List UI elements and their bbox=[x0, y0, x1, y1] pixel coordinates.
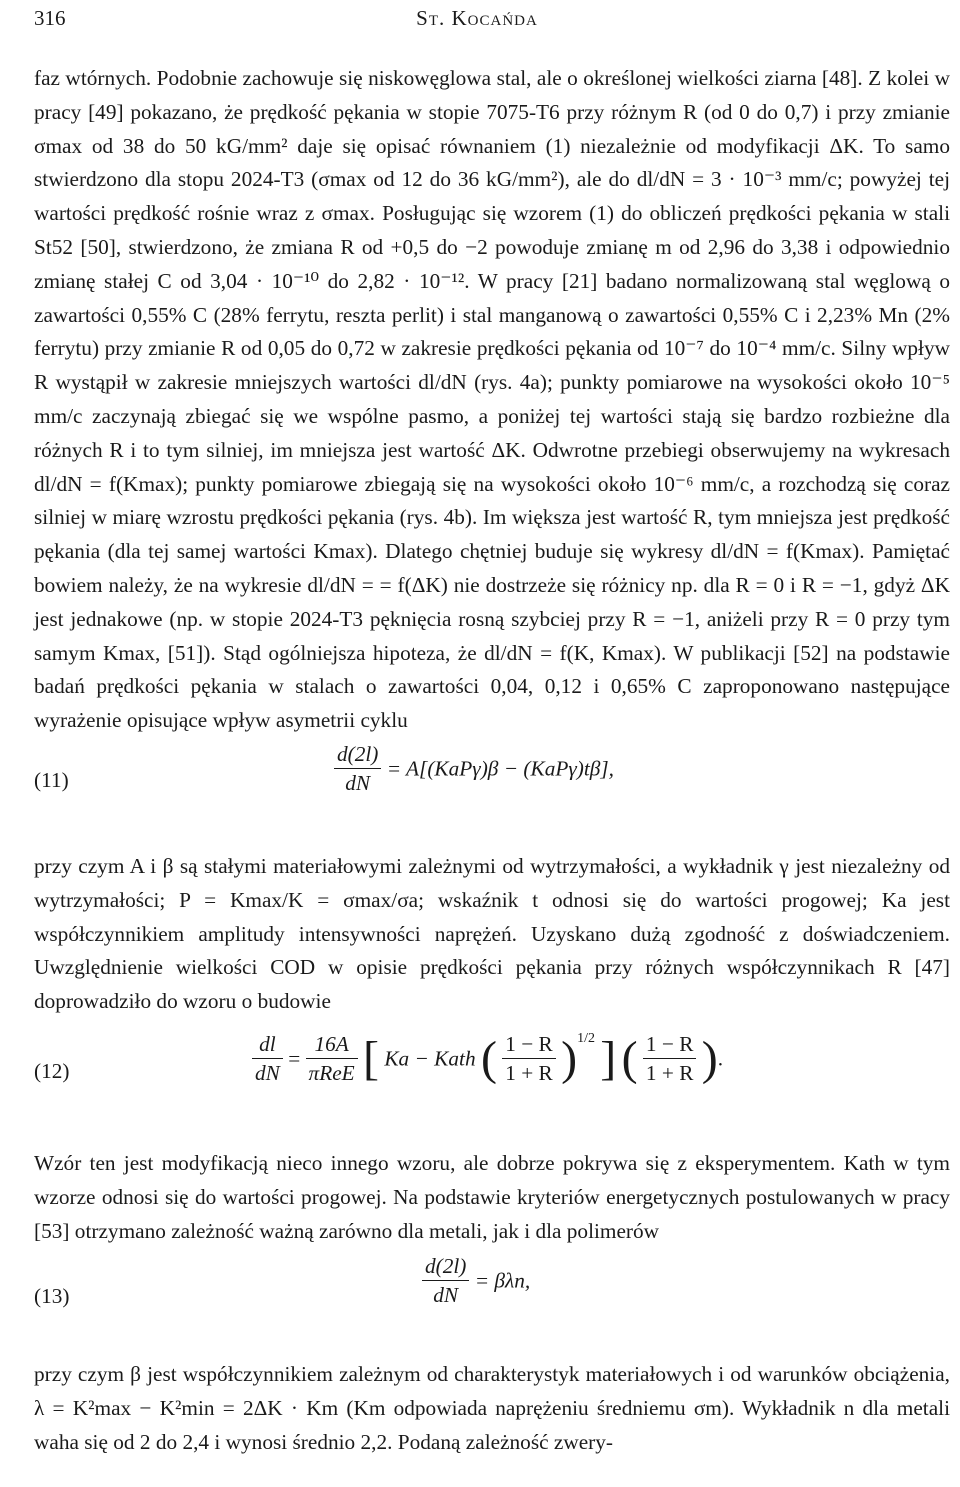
paragraph-2: przy czym A i β są stałymi materiałowymi zależnymi od wytrzymałości, a wykładnik γ jest niezależny od wytrzymałości; P = Kmax/K = σmax/σa; wskaźnik t odnosi się do wartości progowej; Ka jest współczynnikiem amplitudy intensywności naprężeń. Uzyskano dużą zgodność z doświadczeniem. Uwzględnienie wielkości COD w opisie prędkości pękania przy różnych współczynnikach R [47] doprowadziło do wzoru o budowie bbox=[34, 853, 950, 1014]
eq11-numerator: d(2l) bbox=[334, 742, 381, 769]
eq12-r-den-1: 1 + R bbox=[505, 1061, 553, 1086]
page-number: 316 bbox=[34, 6, 66, 30]
equation-13-body bbox=[422, 1254, 530, 1308]
equation-12-body: $\frac{dl}{dN}$ = $\frac{16A}{\text{πReE}}$ [ Ka − Kath ( $\frac{1 - R}{1 + R}$ )$^{1/2}$ ] ( $\frac{1 - R}{1 + R}$ ). bbox=[252, 1031, 723, 1086]
eq11-denominator: dN bbox=[345, 770, 371, 795]
eq13-numerator: d(2l) bbox=[422, 1254, 469, 1281]
equation-11 bbox=[34, 738, 950, 850]
equation-number-11: (11) bbox=[34, 767, 69, 792]
page-header bbox=[34, 6, 920, 36]
eq12-exponent: 1/2 bbox=[577, 1030, 595, 1046]
eq12-r-num-1: 1 − R bbox=[502, 1032, 556, 1059]
running-head: St. Kocańda bbox=[416, 6, 538, 30]
equation-number-12: (12) bbox=[34, 1058, 70, 1083]
eq13-rhs: = βλn, bbox=[474, 1268, 531, 1293]
eq12-dl: dl bbox=[252, 1032, 283, 1059]
eq12-16A: 16A bbox=[306, 1032, 358, 1059]
paragraph-3: Wzór ten jest modyfikacją nieco innego wzoru, ale dobrze pokrywa się z eksperymentem. Kath w tym wzorze odnosi się do wartości progowej. Na podstawie kryteriów energetycznych postulowanych w pracy [53] otrzymano zależność ważną zarówno dla metali, jak i dla polimerów bbox=[34, 1150, 950, 1243]
eq12-dN: dN bbox=[255, 1061, 280, 1086]
paragraph-1: faz wtórnych. Podobnie zachowuje się niskowęglowa stal, ale o określonej wielkości ziarna [48]. Z kolei w pracy [49] pokazano, że prędkość pękania w stopie 7075-T6 przy różnym R (od 0 do 0,7) i przy zmianie σmax od 38 do 50 kG/mm² daje się opisać równaniem (1) niezależnie od modyfikacji ΔK. To samo stwierdzono dla stopu 2024-T3 (σmax od 12 do 36 kG/mm²), ale do dl/dN = 3 · 10⁻³ mm/c; powyżej tej wartości prędkość rośnie wraz z σmax. Posługując się wzorem (1) do obliczeń prędkości pękania w stali St52 [50], stwierdzono, że zmiana R od +0,5 do −2 powoduje zmianę m od 2,96 do 3,38 i odpowiednio zmianę stałej C od 3,04 · 10⁻¹⁰ do 2,82 · 10⁻¹². W pracy [21] badano normalizowaną stal węglową o zawartości 0,55% C (28% ferrytu, reszta perlit) i stal manganową o zawartości 0,55% C i 2,23% Mn (2% ferrytu) przy zmianie R od 0,05 do 0,72 w zakresie prędkości pękania od 10⁻⁷ do 10⁻⁴ mm/c. Silny wpływ R wystąpił w zakresie mniejszych wartości dl/dN (rys. 4a); punkty pomiarowe na wysokości około 10⁻⁵ mm/c zaczynają zbiegać się we wspólne pasmo, a poniżej tej wartości stają się bardzo rozbieżne dla różnych R i to tym silniej, im mniejsza jest wartość ΔK. Odwrotne przebiegi obserwujemy na wykresach dl/dN = f(Kmax); punkty pomiarowe zbiegają się na wysokości około 10⁻⁶ mm/c, a rozchodzą się coraz silniej w miarę wzrostu prędkości pękania (rys. 4b). Im większa jest wartość R, tym mniejsza jest prędkość pękania (dla tej samej wartości Kmax). Dlatego chętniej buduje się wykresy dl/dN = f(Kmax). Pamiętać bowiem należy, że na wykresie dl/dN = = f(ΔK) nie dostrzeże się różnicy np. dla R = 0 i R = −1, gdyż ΔK jest jednakowe (np. w stopie 2024-T3 pęknięcia rosną szybciej przy R = −1, aniżeli przy R = 0 przy tym samym Kmax, [51]). Stąd ogólniejsza hipoteza, że dl/dN = f(K, Kmax). W publikacji [52] na podstawie badań prędkości pękania w stalach o zawartości 0,04, 0,12 i 0,65% C zaproponowano następujące wyrażenie opisujące wpływ asymetrii cyklu bbox=[34, 66, 950, 733]
equation-11-body bbox=[334, 742, 614, 796]
equation-number-13: (13) bbox=[34, 1284, 70, 1309]
paragraph-4: przy czym β jest współczynnikiem zależnym od charakterystyk materiałowych i od warunków obciążenia, λ = K²max − K²min = 2ΔK · Km (Km odpowiada naprężeniu średniemu σm). Wykładnik n dla metali waha się od 2 do 2,4 i wynosi średnio 2,2. Podaną zależność zwery- bbox=[34, 1362, 950, 1454]
eq12-r-den-2: 1 + R bbox=[645, 1061, 694, 1086]
eq12-r-num-2: 1 − R bbox=[643, 1032, 697, 1059]
eq13-denominator: dN bbox=[433, 1283, 459, 1308]
eq12-ka-term: Ka − Kath bbox=[384, 1046, 476, 1071]
equation-13 bbox=[34, 1248, 950, 1358]
equation-12 bbox=[34, 1019, 950, 1147]
page-body bbox=[34, 62, 950, 1460]
eq12-piReE: πReE bbox=[308, 1061, 355, 1086]
eq12-end: . bbox=[717, 1046, 724, 1071]
eq11-rhs: = A[(KaPγ)β − (KaPγ)tβ], bbox=[386, 756, 614, 781]
